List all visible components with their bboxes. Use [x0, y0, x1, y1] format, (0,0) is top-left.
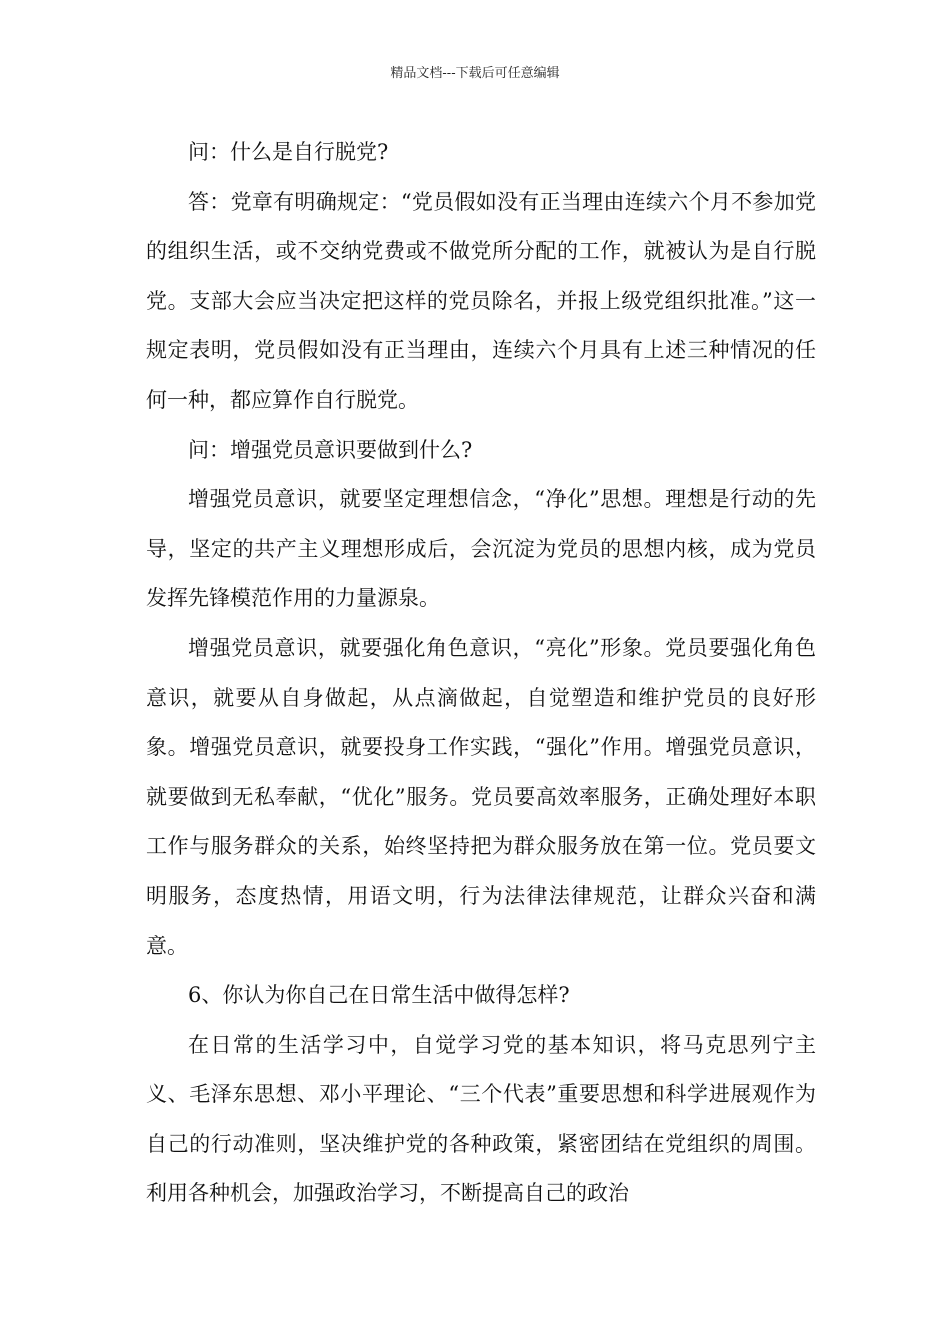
- paragraph-question-party-awareness: 问：增强党员意识要做到什么?: [188, 437, 473, 462]
- document-body: [146, 128, 816, 1219]
- page-header: 精品文档---下载后可任意编辑: [390, 66, 560, 81]
- paragraph-daily-study: 在日常的生活学习中，自觉学习党的基本知识，将马克思列宁主义、毛泽东思想、邓小平理论、“三个代表”重要思想和科学进展观作为自己的行动准则，坚决维护党的各种政策，紧密团结在党组织的周围。利用各种机会，加强政治学习，不断提高自己的政治: [146, 1032, 816, 1206]
- paragraph-role-awareness: 增强党员意识，就要强化角色意识，“亮化”形象。党员要强化角色意识，就要从自身做起，从点滴做起，自觉塑造和维护党员的良好形象。增强党员意识，就要投身工作实践，“强化”作用。增强党员意识，就要做到无私奉献，“优化”服务。党员要高效率服务，正确处理好本职工作与服务群众的关系，始终坚持把为群众服务放在第一位。党员要文明服务，态度热情，用语文明，行为法律法律规范，让群众兴奋和满意。: [146, 635, 816, 958]
- paragraph-ideals-belief: 增强党员意识，就要坚定理想信念，“净化”思想。理想是行动的先导，坚定的共产主义理想形成后，会沉淀为党员的思想内核，成为党员发挥先锋模范作用的力量源泉。: [146, 487, 816, 611]
- paragraph-question-daily-life: 6、你认为你自己在日常生活中做得怎样?: [188, 983, 570, 1008]
- paragraph-answer-self-withdrawal: 答：党章有明确规定：“党员假如没有正当理由连续六个月不参加党的组织生活，或不交纳党费或不做党所分配的工作，就被认为是自行脱党。支部大会应当决定把这样的党员除名，并报上级党组织批准。”这一规定表明，党员假如没有正当理由，连续六个月具有上述三种情况的任何一种，都应算作自行脱党。: [146, 189, 816, 412]
- paragraph-question-self-withdrawal: 问：什么是自行脱党?: [188, 140, 389, 164]
